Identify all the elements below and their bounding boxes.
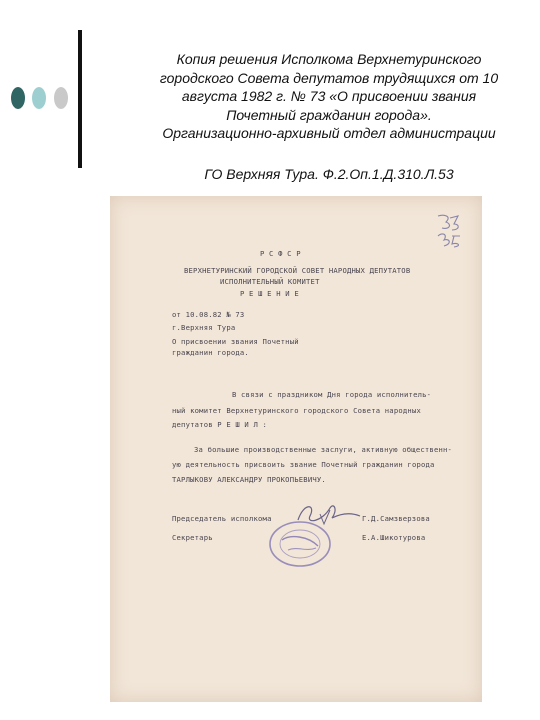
doc-subject-line: О присвоении звания Почетный	[172, 337, 299, 346]
scanned-document	[110, 196, 482, 702]
doc-secretary-name: Е.А.Шикотурова	[362, 533, 426, 542]
title-line: городского Совета депутатов трудящихся от 10	[159, 69, 499, 86]
doc-secretary-label: Секретарь	[172, 533, 213, 542]
decor-dot-dark-teal	[11, 87, 25, 109]
slide-title	[140, 50, 518, 143]
title-line: Организационно-архивный отдел администрации	[162, 125, 496, 141]
doc-body-line: ный комитет Верхнетуринского городского Совета народных	[172, 406, 421, 415]
doc-header-council: ВЕРХНЕТУРИНСКИЙ ГОРОДСКОЙ СОВЕТ НАРОДНЫХ ДЕПУТАТОВ	[184, 266, 411, 275]
doc-body-line: депутатов Р Е Ш И Л :	[172, 420, 268, 429]
doc-header-committee: ИСПОЛНИТЕЛЬНЫЙ КОМИТЕТ	[220, 277, 320, 286]
doc-date-number: от 10.08.82 № 73	[172, 310, 245, 319]
title-line: Почетный гражданин города».	[226, 106, 432, 123]
doc-chair-label: Председатель исполкома	[172, 514, 272, 523]
doc-body-line: ТАРЛЫКОВУ АЛЕКСАНДРУ ПРОКОПЬЕВИЧУ.	[172, 475, 326, 484]
doc-header-rsfsr: Р С Ф С Р	[260, 249, 301, 258]
doc-header-decision: Р Е Ш Е Н И Е	[240, 289, 299, 298]
signature-and-stamp	[260, 496, 370, 576]
archive-reference: ГО Верхняя Тура. Ф.2.Оп.1.Д.310.Л.53	[204, 166, 454, 182]
doc-body-line: За большие производственные заслуги, активную общественн-	[194, 445, 453, 454]
doc-place: г.Верхняя Тура	[172, 323, 236, 332]
vertical-divider	[78, 30, 82, 168]
handwritten-page-number	[432, 212, 466, 248]
doc-body-line: В связи с праздником Дня города исполнитель-	[232, 390, 432, 399]
title-line: августа 1982 г. № 73 «О присвоении звания	[181, 88, 477, 104]
decor-dot-light-teal	[32, 87, 46, 109]
decor-dot-gray	[54, 87, 68, 109]
doc-body-line: ую деятельность присвоить звание Почетный гражданин города	[172, 460, 435, 469]
title-line: Копия решения Исполкома Верхнетуринского	[176, 51, 482, 67]
doc-subject-line: гражданин города.	[172, 348, 249, 357]
doc-chair-name: Г.Д.Самзверзова	[362, 514, 430, 523]
